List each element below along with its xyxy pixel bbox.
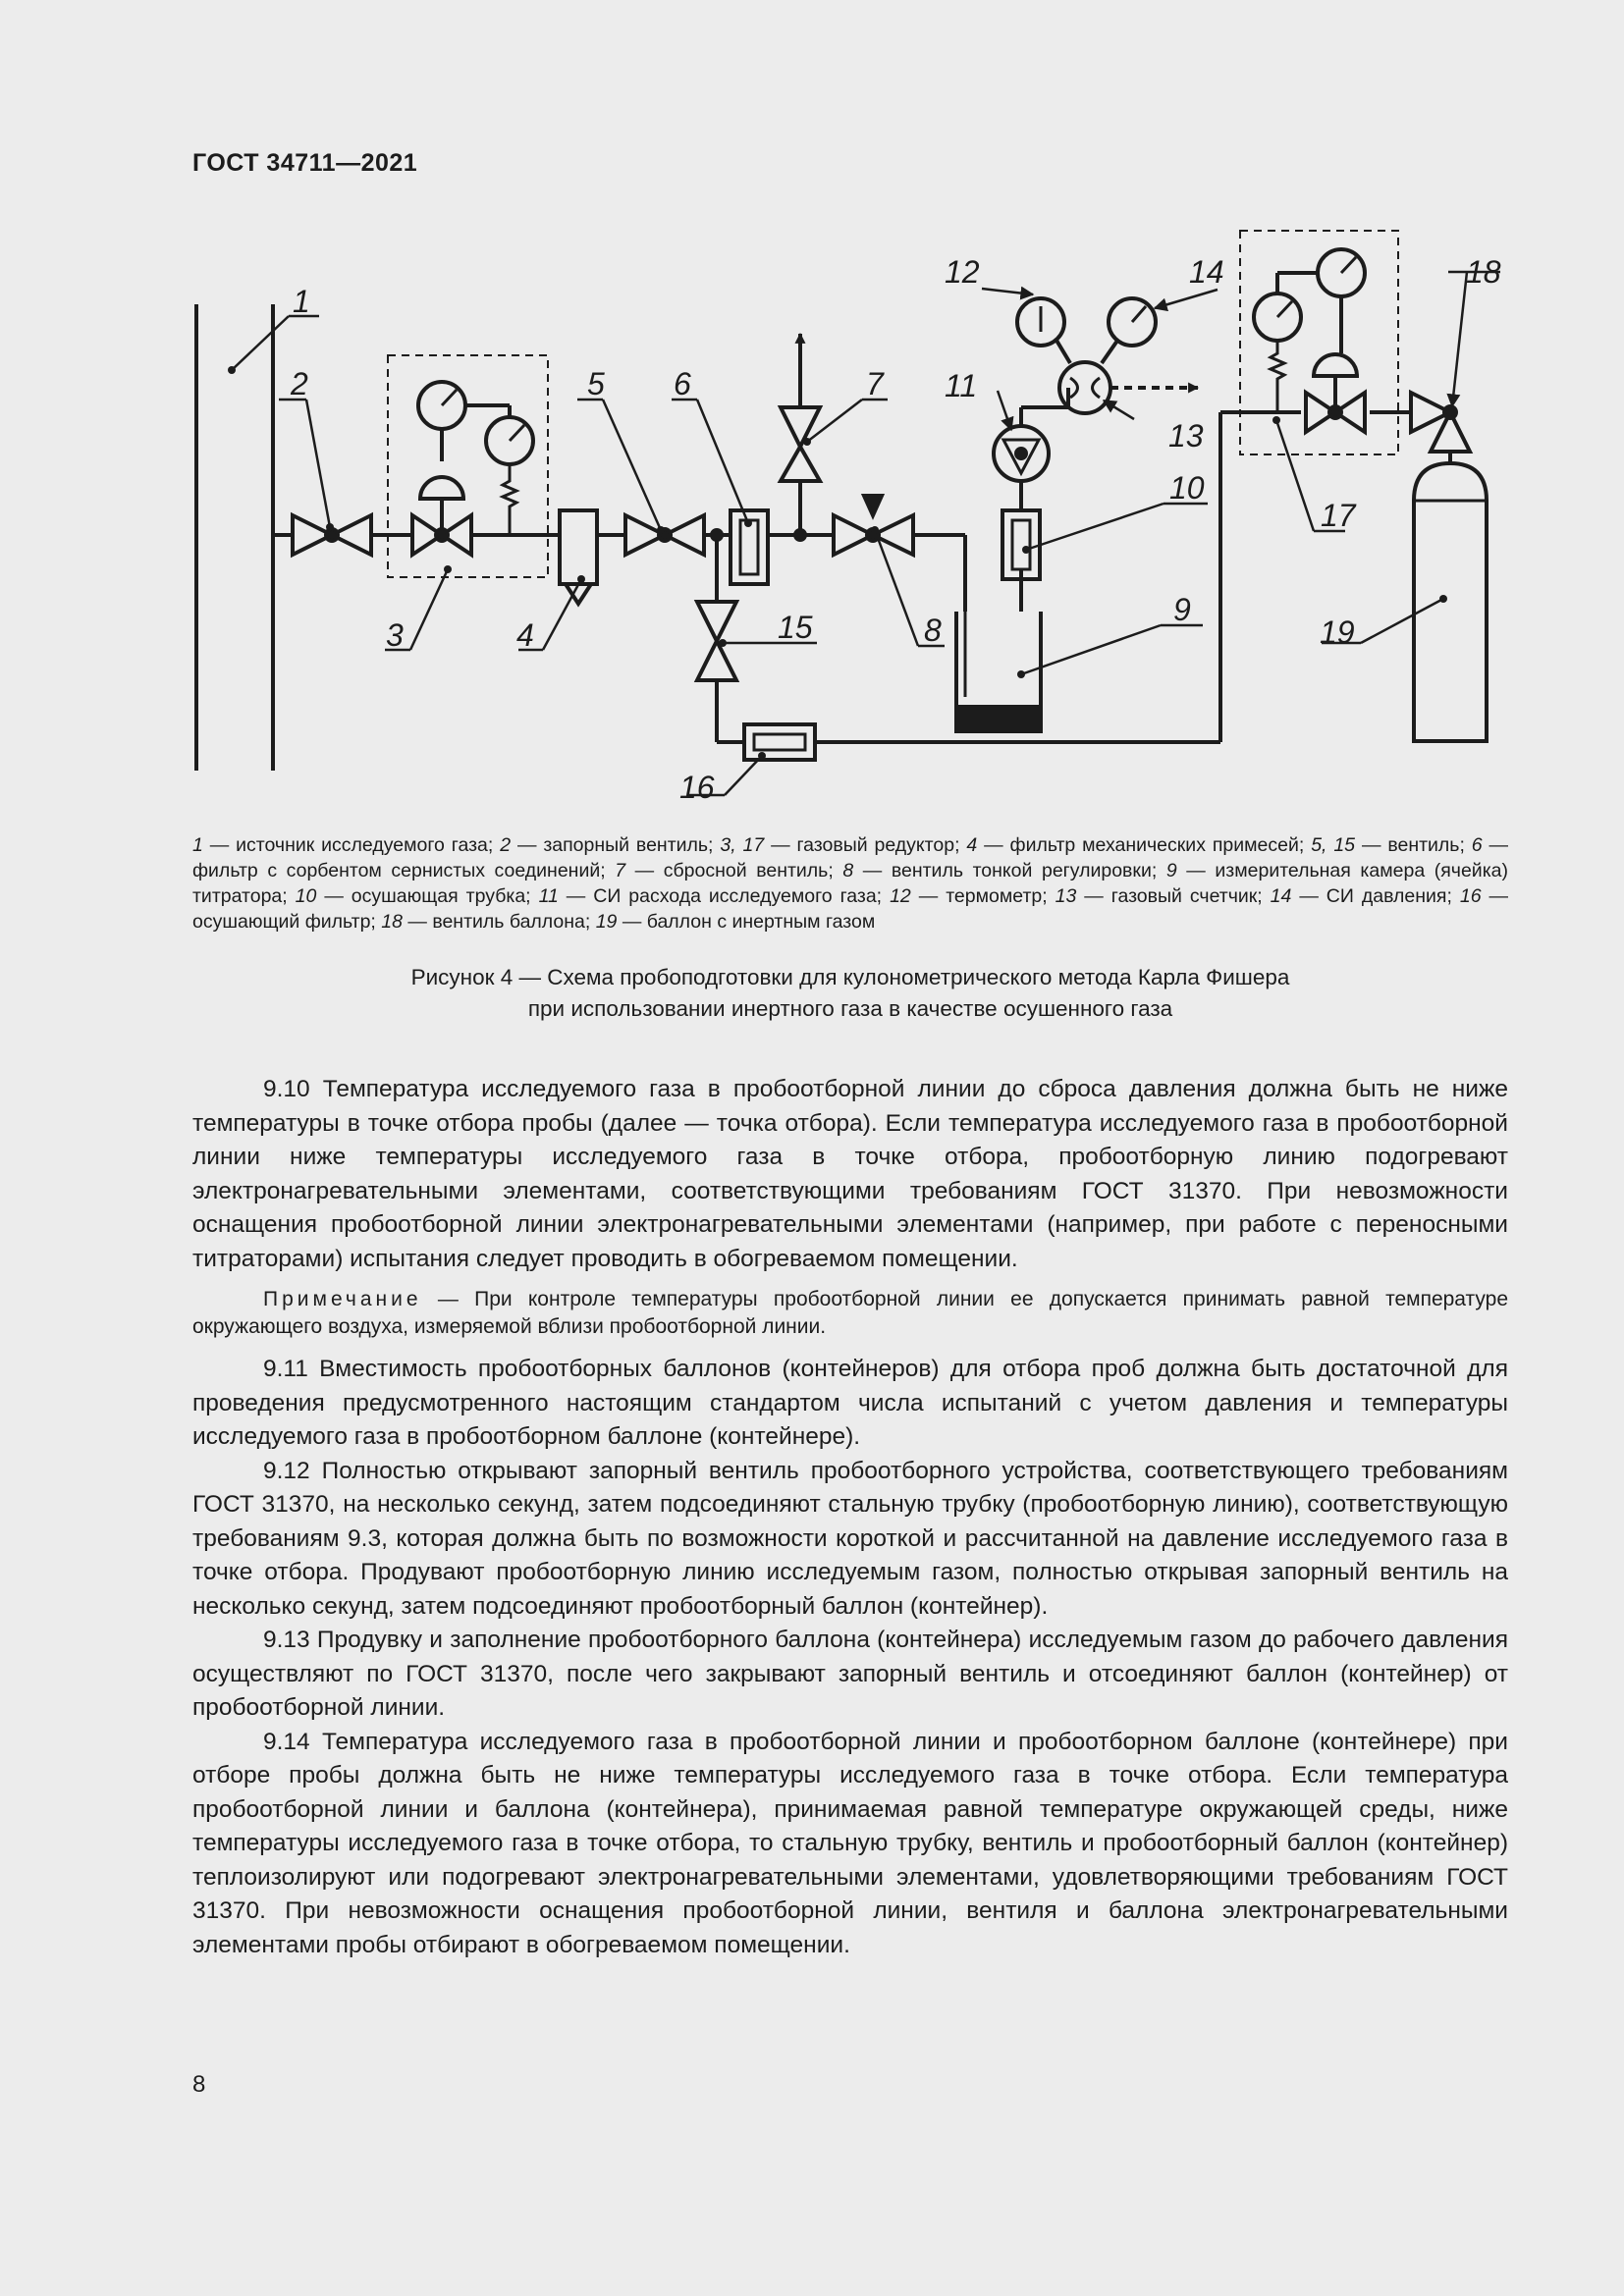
legend-num: 11 [538, 885, 559, 907]
pressure-gauge-14 [1102, 298, 1156, 363]
label-4: 4 [516, 617, 534, 653]
legend-text: — СИ давления; [1291, 885, 1460, 907]
legend-num: 7 [615, 860, 626, 881]
label-5: 5 [587, 366, 605, 401]
legend-text: — запорный вентиль; [511, 834, 721, 856]
caption-line: Рисунок 4 — Схема пробоподготовки для кулонометрического метода Карла Фишера [410, 965, 1290, 989]
label-15: 15 [778, 610, 813, 645]
legend-text: — вентиль баллона; [402, 911, 596, 933]
note-label: Примечание [263, 1288, 422, 1310]
legend-num: 18 [381, 911, 403, 933]
legend-text: — газовый счетчик; [1076, 885, 1271, 907]
sample-preparation-scheme [0, 0, 1624, 805]
label-14: 14 [1189, 254, 1224, 290]
label-6: 6 [674, 366, 691, 401]
paragraph-9-13: 9.13 Продувку и заполнение пробоотборного баллона (контейнера) исследуемым газом до рабочего давления осуществляют по ГОСТ 31370, после чего закрывают запорный вентиль и отсоединяют баллон (контейнер) от пробоотборной линии. [192, 1627, 1508, 1721]
flow-meter-11 [994, 388, 1068, 481]
fine-adjustment-valve-8 [834, 496, 913, 555]
label-11: 11 [945, 368, 978, 403]
inert-gas-cylinder-19 [1414, 463, 1487, 741]
legend-num: 16 [1459, 885, 1482, 907]
vent-valve-7 [781, 334, 820, 535]
shutoff-valve-2 [293, 515, 371, 555]
legend-num: 2 [500, 834, 512, 856]
legend-text: — осушающий фильтр; [192, 885, 1509, 933]
paragraph-9-10: 9.10 Температура исследуемого газа в пробоотборной линии до сброса давления должна быть не ниже температуры в точке отбора пробы (далее — точка отбора). Если температура исследуемого газа в пробоотборной линии ниже температуры исследуемого газа в точке отбора, пробоотборную линию подогревают электронагревательными элементами, соответствующими требованиям ГОСТ 31370. При невозможности оснащения пробоотборной линии электронагревательными элементами (например, при работе с переносными титраторами) испытания следует проводить в обогреваемом помещении. [192, 1076, 1508, 1272]
label-19: 19 [1320, 614, 1355, 650]
legend-num: 13 [1055, 885, 1077, 907]
gas-source-pipe [196, 304, 273, 771]
thermometer-12 [1017, 298, 1070, 363]
legend-text: — газовый редуктор; [764, 834, 967, 856]
legend-num: 3, 17 [720, 834, 765, 856]
legend-num: 6 [1471, 834, 1483, 856]
label-2: 2 [291, 366, 308, 401]
legend-num: 14 [1270, 885, 1292, 907]
legend-text: — вентиль; [1355, 834, 1472, 856]
legend-text: — СИ расхода исследуемого газа; [558, 885, 891, 907]
legend-text: — сбросной вентиль; [625, 860, 843, 881]
label-9: 9 [1173, 592, 1191, 627]
legend-text: — фильтр механических примесей; [977, 834, 1312, 856]
legend-num: 5, 15 [1311, 834, 1356, 856]
measuring-cell-9 [956, 569, 1041, 731]
mechanical-filter-4 [560, 510, 597, 604]
legend-text: — фильтр с сорбентом сернистых соединений; [192, 834, 1509, 881]
gas-reducer-17 [1240, 231, 1398, 454]
figure-legend [192, 832, 1508, 934]
legend-text: — источник исследуемого газа; [202, 834, 501, 856]
paragraph-9-11: 9.11 Вместимость пробоотборных баллонов (контейнеров) для отбора проб должна быть достаточной для проведения предусмотренного настоящим стандартом числа испытаний с учетом давления и температуры исследуемого газа в пробоотборном баллоне (контейнере). [192, 1356, 1508, 1450]
note [192, 1286, 1508, 1341]
gas-counter-13 [1059, 362, 1198, 413]
label-1: 1 [293, 284, 310, 319]
legend-num: 8 [842, 860, 854, 881]
paragraph-9-12: 9.12 Полностью открывают запорный вентиль пробоотборного устройства, соответствующего требованиям ГОСТ 31370, на несколько секунд, затем подсоединяют стальную трубку (пробоотборную линию), соответствующую требованиям 9.3, которая должна быть по возможности короткой и рассчитанной на давление исследуемого газа в точке отбора. Продувают пробоотборную линию исследуемым газом, полностью открывая запорный вентиль на несколько секунд, затем подсоединяют пробоотборный баллон (контейнер). [192, 1457, 1508, 1620]
caption-line: при использовании инертного газа в качестве осушенного газа [527, 996, 1173, 1021]
gas-reducer-3 [388, 355, 548, 577]
label-7: 7 [866, 366, 884, 401]
paragraph-9-14: 9.14 Температура исследуемого газа в пробоотборной линии и пробоотборном баллоне (контейнере) при отборе пробы должна быть не ниже температуры исследуемого газа в точке отбора. Если температура пробоотборной линии и баллона (контейнера), принимаемая равной температуре окружающей среды, ниже температуры исследуемого газа в точке отбора, то стальную трубку, вентиль и пробоотборный баллон (контейнер) теплоизолируют или подогревают электронагревательными элементами, удовлетворяющими требованиям ГОСТ 31370. При невозможности оснащения пробоотборной линии, вентиля и баллона электронагревательными элементами пробы отбирают в обогреваемом помещении. [192, 1728, 1508, 1958]
legend-num: 19 [595, 911, 618, 933]
valve-5 [625, 515, 704, 555]
page-number: 8 [192, 2071, 206, 2098]
legend-num: 1 [192, 834, 203, 856]
valve-15 [697, 535, 744, 742]
label-10: 10 [1169, 470, 1205, 506]
document-code-header: ГОСТ 34711—2021 [192, 149, 418, 177]
drying-filter-16 [744, 724, 815, 760]
legend-text: — термометр; [910, 885, 1056, 907]
body-text [192, 1073, 1508, 1962]
note-text: — При контроле температуры пробоотборной линии ее допускается принимать равной температуре окружающего воздуха, измеряемой вблизи пробоотборной линии. [192, 1288, 1508, 1338]
legend-text: — баллон с инертным газом [617, 911, 876, 933]
label-3: 3 [386, 617, 404, 653]
label-18: 18 [1466, 254, 1501, 290]
label-16: 16 [679, 770, 715, 805]
label-13: 13 [1168, 418, 1204, 454]
label-12: 12 [945, 254, 980, 290]
legend-num: 9 [1165, 860, 1177, 881]
label-17: 17 [1321, 498, 1356, 533]
legend-text: — осушающая трубка; [316, 885, 539, 907]
legend-text: — измерительная камера (ячейка) титратора; [192, 860, 1508, 907]
figure-caption [192, 962, 1508, 1025]
legend-num: 4 [966, 834, 978, 856]
legend-num: 12 [890, 885, 911, 907]
drying-tube-10 [1002, 481, 1040, 579]
cylinder-valve-18 [1411, 393, 1470, 463]
legend-num: 10 [295, 885, 317, 907]
label-8: 8 [924, 613, 942, 648]
legend-text: — вентиль тонкой регулировки; [853, 860, 1166, 881]
